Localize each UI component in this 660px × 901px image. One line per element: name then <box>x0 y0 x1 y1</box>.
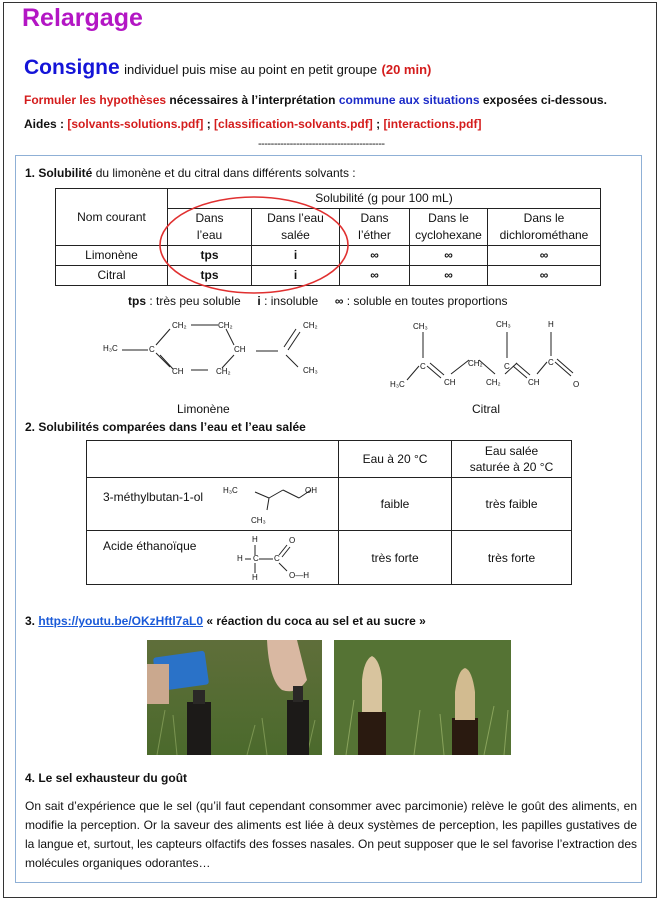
highlight-ellipse <box>156 192 352 298</box>
citral-atom: O <box>573 380 580 389</box>
citral-label: Citral <box>472 402 501 416</box>
mol-atom: O <box>289 536 296 545</box>
header-salt-water: Eau salée saturée à 20 °C <box>452 441 572 478</box>
cell: très forte <box>339 531 452 585</box>
instruction-part3: commune aux situations <box>338 93 480 107</box>
limonene-atom: CH <box>172 367 184 376</box>
mol-atom: O—H <box>289 571 309 580</box>
citral-atom: CH₃ <box>413 322 428 331</box>
instruction-part1: Formuler les hypothèses <box>24 93 167 107</box>
cell: ∞ <box>410 266 488 286</box>
citral-atom: CH₂ <box>468 359 483 368</box>
cell: faible <box>339 478 452 531</box>
row-name: Citral <box>56 266 168 286</box>
cell: tps <box>168 266 252 286</box>
row-name: 3-méthylbutan-1-ol H₃C OH CH₃ <box>87 478 339 531</box>
solvent-header: Dans le cyclohexane <box>410 209 488 246</box>
citral-atom: CH₂ <box>486 378 501 387</box>
section4-title: 4. Le sel exhausteur du goût <box>25 771 188 785</box>
solvent-header: Dans l’eau <box>168 209 252 246</box>
aides-line <box>24 117 481 131</box>
aides-sep-1: ; <box>206 117 211 131</box>
limonene-atom: CH₂ <box>172 321 187 330</box>
section1-title-rest: du limonène et du citral dans différents solvants : <box>95 166 356 180</box>
empty-header-cell <box>87 441 339 478</box>
citral-atom: H₃C <box>390 380 405 389</box>
photo-salt-coca <box>147 640 322 755</box>
instruction-line <box>24 93 607 107</box>
table-row <box>87 478 572 531</box>
limonene-atom: CH₃ <box>303 366 318 375</box>
header-water: Eau à 20 °C <box>339 441 452 478</box>
cell: ∞ <box>340 246 410 266</box>
mol-atom: C <box>274 554 280 563</box>
cell: tps <box>168 246 252 266</box>
solvent-header: Dans l’eau salée <box>252 209 340 246</box>
cell: i <box>252 266 340 286</box>
divider: ---------------------------------------- <box>258 138 385 150</box>
aides-sep-2: ; <box>376 117 381 131</box>
citral-atom: C <box>548 358 554 367</box>
aides-ref-2[interactable]: [classification-solvants.pdf] <box>214 117 373 131</box>
cell: ∞ <box>488 246 601 266</box>
mol-atom: C <box>253 554 259 563</box>
video-link[interactable]: https://youtu.be/OKzHftl7aL0 <box>38 614 204 628</box>
section4-paragraph: On sait d’expérience que le sel (qu’il faut cependant consommer avec parcimonie) relève le goût des aliments, en modifie la perception. Or la saveur des aliments est liée à deux systèmes de perception, les papilles gustatives de la langue et, surtout, les capteurs olfactifs des fosses nasales. On peut supposer que le sel favorise l’extraction des molécules organiques odorantes… <box>25 799 637 870</box>
mol-atom: OH <box>305 486 317 495</box>
citral-atom: C <box>420 362 426 371</box>
salt-solubility-table <box>86 440 572 585</box>
citral-atom: C <box>504 362 510 371</box>
mol-atom: H <box>252 535 258 544</box>
mol-atom: H₃C <box>223 486 238 495</box>
cell: ∞ <box>488 266 601 286</box>
cell: ∞ <box>410 246 488 266</box>
limonene-atom: H₃C <box>103 344 118 353</box>
mol-atom: H <box>252 573 258 582</box>
citral-atom: CH <box>444 378 456 387</box>
limonene-atom: CH <box>234 345 246 354</box>
citral-atom: H <box>548 320 554 329</box>
table-row <box>87 531 572 585</box>
page-title: Relargage <box>22 4 143 32</box>
limonene-label: Limonène <box>177 402 230 416</box>
row-name: Limonène <box>56 246 168 266</box>
limonene-atom: CH₂ <box>218 321 233 330</box>
section2-title: 2. Solubilités comparées dans l’eau et l’eau salée <box>25 420 306 434</box>
aides-ref-3[interactable]: [interactions.pdf] <box>383 117 482 131</box>
cell: i <box>252 246 340 266</box>
solvent-header: Dans le dichlorométhane <box>488 209 601 246</box>
limonene-atom: CH₂ <box>303 321 318 330</box>
instruction-part2: nécessaires à l’interprétation <box>169 93 336 107</box>
row-name: Acide éthanoïque H H C C O O—H H <box>87 531 339 585</box>
aides-ref-1[interactable]: [solvants-solutions.pdf] <box>67 117 204 131</box>
citral-atom: CH <box>528 378 540 387</box>
section1-title <box>25 166 356 180</box>
instruction-part4: exposées ci-dessous. <box>482 93 607 107</box>
col-name-header: Nom courant <box>56 189 168 246</box>
section1-title-bold: 1. Solubilité <box>25 166 93 180</box>
limonene-atom: C <box>149 345 155 354</box>
limonene-atom: CH₂ <box>216 367 231 376</box>
consigne-text: individuel puis mise au point en petit groupe <box>124 62 378 77</box>
consigne-label: Consigne <box>24 56 120 79</box>
mol-atom: CH₃ <box>251 516 266 525</box>
photo-foam-bottles <box>334 640 511 755</box>
aides-label: Aides : <box>24 117 65 131</box>
mol-atom: H <box>237 554 243 563</box>
cell: très faible <box>452 478 572 531</box>
table-legend: tps : très peu soluble i : insoluble ∞ : soluble en toutes proportions <box>128 294 508 308</box>
consigne-time: (20 min) <box>381 62 432 77</box>
solubility-group-header: Solubilité (g pour 100 mL) <box>168 189 601 209</box>
cell: très forte <box>452 531 572 585</box>
citral-atom: CH₃ <box>496 320 511 329</box>
consigne-line <box>24 56 431 80</box>
section3-title: 3. https://youtu.be/OKzHftl7aL0 « réaction du coca au sel et au sucre » <box>25 614 426 628</box>
solvent-header: Dans l’éther <box>340 209 410 246</box>
cell: ∞ <box>340 266 410 286</box>
